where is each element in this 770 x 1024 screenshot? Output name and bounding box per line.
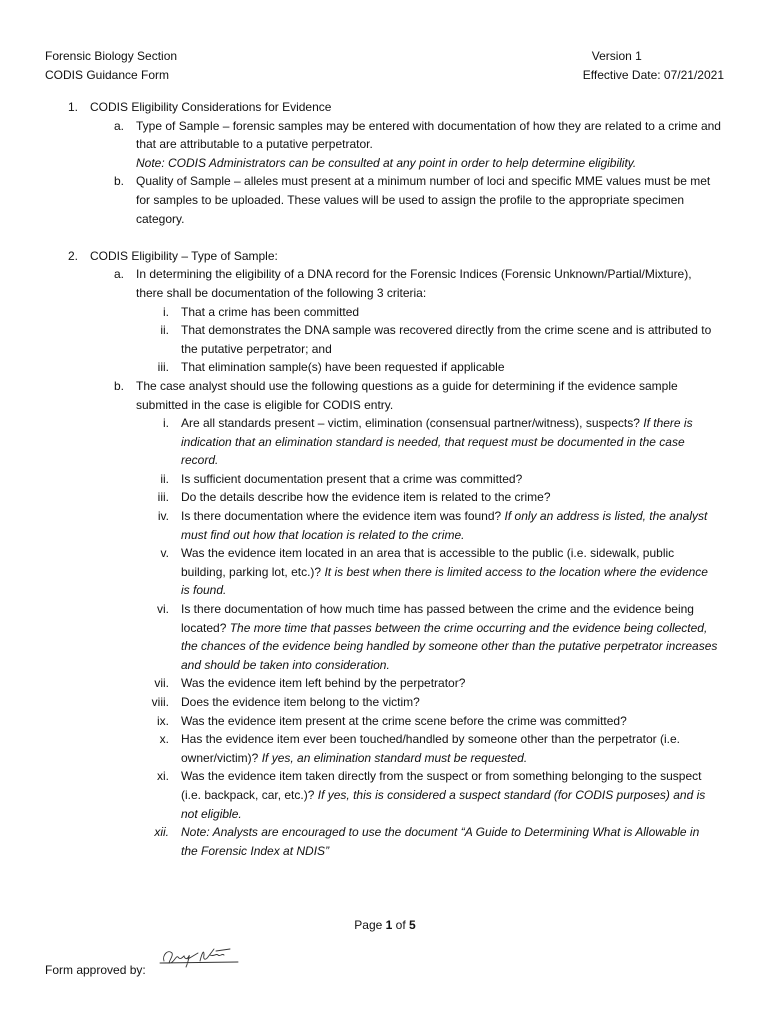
effective-date: Effective Date: 07/21/2021 (582, 67, 724, 82)
list-numeral: ix. (157, 713, 169, 728)
list-letter: b. (113, 174, 124, 189)
criteria-list (0, 303, 770, 377)
list-item (0, 488, 770, 507)
list-numeral: ii. (160, 471, 169, 486)
item-text: That demonstrates the DNA sample was recovered directly from the crime scene and is attributed to the putative perpetrator; and (181, 323, 712, 356)
list-item (0, 600, 770, 674)
list-text (181, 600, 718, 674)
italic-note: If only an address is listed, the analyst must find out how that location is related to the crime. (181, 509, 708, 542)
list-text (181, 303, 718, 322)
list-letter: a. (113, 267, 124, 282)
list-numeral: x. (159, 732, 169, 747)
section-name: Forensic Biology Section (45, 49, 178, 63)
document-body (0, 98, 770, 860)
list-numeral: i. (163, 304, 169, 319)
item-text: In determining the eligibility of a DNA record for the Forensic Indices (Forensic Unknown/Partial/Mixture), there shall be documentation of the following 3 criteria: (136, 267, 692, 300)
list-number: 1. (67, 100, 78, 114)
page-total: 5 (409, 918, 416, 932)
list-numeral: ii. (160, 323, 169, 338)
item-text: That elimination sample(s) have been requested if applicable (181, 360, 505, 375)
list-item (0, 674, 770, 693)
item-text: The case analyst should use the following questions as a guide for determining if the evidence sample submitted in the case is eligible for CODIS entry. (136, 378, 678, 412)
italic-note: If there is indication that an elimination standard is needed, that request must be documented in the case record. (181, 416, 693, 468)
item-text: Is there documentation where the evidence item was found? (181, 509, 502, 524)
page-of: of (395, 918, 406, 932)
section-2-heading (0, 247, 770, 266)
list-numeral: i. (163, 416, 169, 431)
list-text (181, 321, 718, 358)
list-item (0, 730, 770, 767)
item-text: That a crime has been committed (181, 304, 360, 319)
header-left (45, 47, 177, 84)
section-1-heading (0, 98, 770, 117)
list-item (0, 117, 770, 173)
item-text: Was the evidence item taken directly from the suspect or from something belonging to the suspect (i.e. backpack, car, etc.)? (181, 769, 702, 802)
list-item (0, 265, 770, 302)
list-item (0, 507, 770, 544)
italic-note: If yes, this is considered a suspect standard (for CODIS purposes) and is not eligible. (181, 787, 706, 821)
list-item (0, 377, 770, 414)
section-title: CODIS Eligibility – Type of Sample: (90, 248, 278, 263)
list-text (181, 767, 718, 823)
list-text (181, 414, 718, 470)
approved-label: Form approved by: (45, 963, 146, 977)
list-numeral: viii. (151, 695, 169, 709)
item-text: Type of Sample – forensic samples may be entered with documentation of how they are related to a crime and that are attributable to a putative perpetrator. (136, 118, 721, 152)
list-numeral: v. (160, 546, 169, 561)
item-text: Was the evidence item present at the crime scene before the crime was committed? (181, 713, 627, 728)
item-text: Do the details describe how the evidence item is related to the crime? (181, 490, 551, 505)
item-text: Is there documentation of how much time has passed between the crime and the evidence being located? (181, 602, 694, 635)
italic-note: Note: Analysts are encouraged to use the document “A Guide to Determining What is Allowable in the Forensic Index at NDIS” (181, 825, 700, 858)
list-text (181, 544, 718, 600)
form-name: CODIS Guidance Form (45, 67, 170, 82)
list-numeral: vi. (157, 602, 169, 617)
italic-note: It is best when there is limited access to the location where the evidence is found. (181, 564, 708, 598)
version-label: Version 1 (591, 49, 642, 63)
note-text: Note: CODIS Administrators can be consulted at any point in order to help determine eligibility. (136, 155, 637, 170)
list-item (0, 303, 770, 322)
list-text (181, 358, 718, 377)
list-item (0, 823, 770, 860)
list-numeral: vii. (154, 676, 169, 691)
item-text: Was the evidence item left behind by the perpetrator? (181, 676, 466, 691)
list-letter: a. (113, 118, 124, 133)
list-numeral: iii. (157, 360, 169, 375)
list-text (136, 117, 722, 173)
list-number: 2. (67, 248, 78, 263)
list-item (0, 414, 770, 470)
list-text (181, 674, 718, 693)
header-right (583, 47, 724, 84)
list-text (181, 693, 718, 712)
list-text (181, 712, 718, 731)
item-text: Has the evidence item ever been touched/handled by someone other than the perpetrator (i.e. owner/victim)? (181, 732, 680, 765)
section-title: CODIS Eligibility Considerations for Evidence (90, 100, 332, 114)
list-text (181, 730, 718, 767)
list-text (181, 470, 718, 489)
list-item (0, 693, 770, 712)
item-text: Does the evidence item belong to the victim? (181, 695, 420, 709)
item-text: Is sufficient documentation present that a crime was committed? (181, 471, 523, 486)
list-item (0, 470, 770, 489)
page-number (0, 916, 770, 935)
item-text: Was the evidence item located in an area that is accessible to the public (i.e. sidewalk, public building, parking lot, etc.)? (181, 546, 675, 579)
italic-note: If yes, an elimination standard must be requested. (261, 750, 528, 765)
list-item (0, 172, 770, 228)
list-numeral: xii. (154, 825, 169, 840)
list-numeral: iv. (157, 509, 169, 524)
list-item (0, 544, 770, 600)
list-text (181, 823, 718, 860)
item-text: Are all standards present – victim, elimination (consensual partner/witness), suspects? (181, 416, 640, 431)
list-numeral: xi. (157, 769, 169, 784)
list-text (181, 488, 718, 507)
list-item (0, 358, 770, 377)
item-text: Quality of Sample – alleles must present at a minimum number of loci and specific MME values must be met for samples to be uploaded. These values will be used to assign the profile to the appropriate specimen category. (136, 174, 711, 226)
page-prefix: Page (354, 918, 383, 932)
list-item (0, 321, 770, 358)
list-letter: b. (113, 378, 124, 393)
list-text (181, 507, 718, 544)
page-current: 1 (385, 918, 393, 932)
question-list (0, 414, 770, 860)
italic-note: The more time that passes between the crime occurring and the evidence being collected, the chances of the evidence being handled by someone other than the putative perpetrator increases and should be taken into consideration. (181, 620, 718, 672)
list-item (0, 767, 770, 823)
signature-image (158, 941, 242, 971)
list-item (0, 712, 770, 731)
list-numeral: iii. (157, 490, 169, 505)
